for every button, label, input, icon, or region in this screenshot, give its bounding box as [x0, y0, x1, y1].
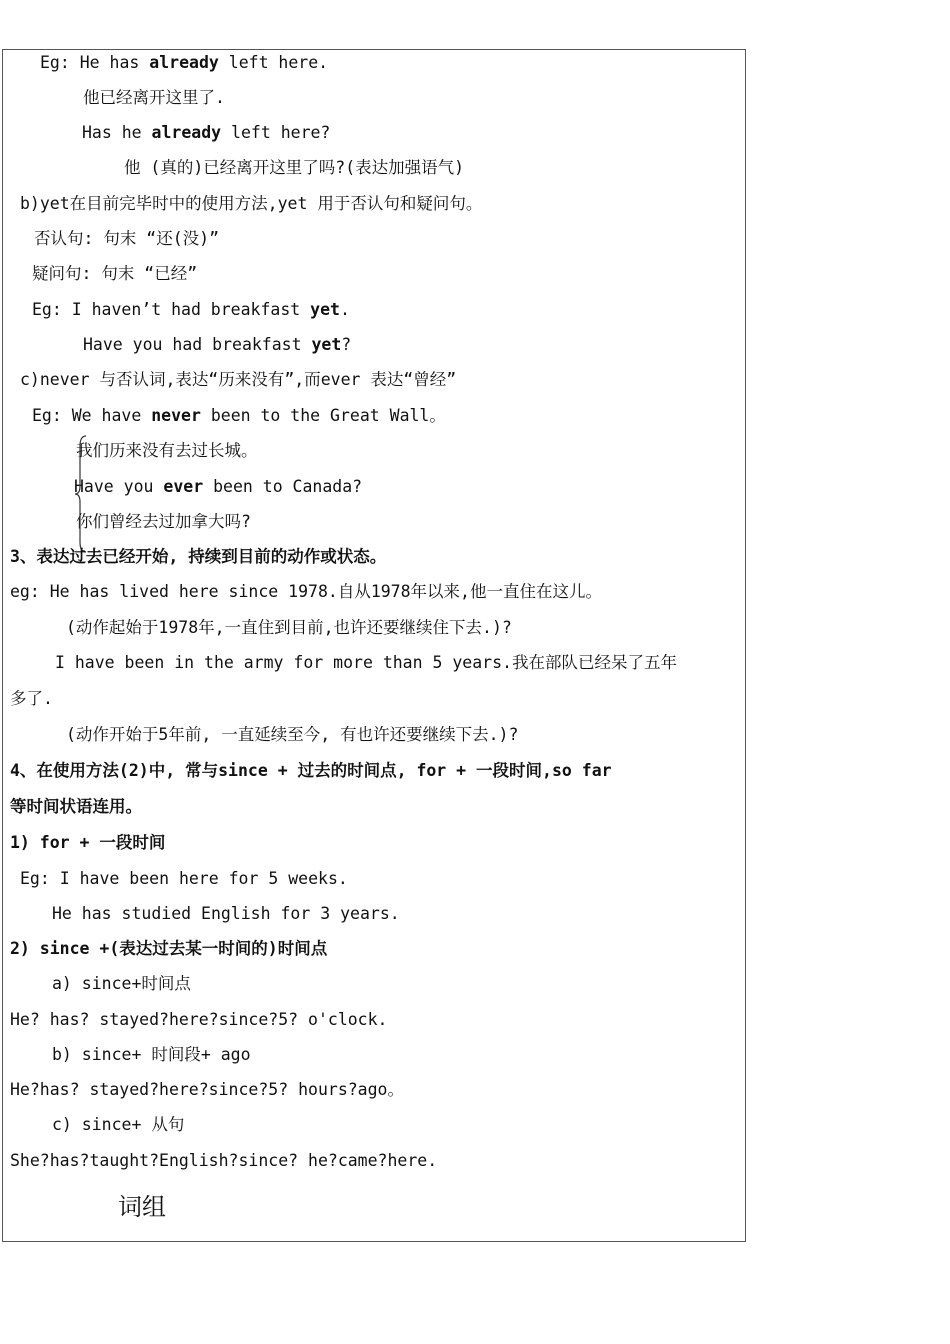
- example-for-weeks: Eg: I have been here for 5 weeks.: [20, 869, 348, 888]
- keyword: already: [149, 53, 219, 72]
- text: ?: [341, 335, 352, 354]
- section-heading-4: 4、在使用方法(2)中, 常与since + 过去的时间点, for + 一段时间,so far: [10, 761, 612, 780]
- brace-mark: [74, 434, 88, 554]
- example-ever: [74, 476, 362, 498]
- example-already-question: [82, 122, 330, 144]
- example-yet-statement: [32, 299, 350, 321]
- translation-line: 我们历来没有去过长城。: [76, 441, 258, 460]
- example-since-clock: He? has? stayed?here?since?5? o'clock.: [10, 1010, 388, 1029]
- note-line: (动作开始于5年前, 一直延续至今, 有也许还要继续下去.)?: [66, 725, 519, 744]
- since-ago: b) since+ 时间段+ ago: [52, 1045, 251, 1064]
- rule-question: 疑问句: 句末 “已经”: [32, 264, 198, 283]
- example-yet-question: [83, 334, 351, 356]
- since-clause: c) since+ 从句: [52, 1115, 185, 1134]
- keyword: never: [151, 406, 201, 425]
- since-point: a) since+时间点: [52, 974, 191, 993]
- section-heading-4-cont: 等时间状语连用。: [10, 797, 142, 816]
- translation-line: 他已经离开这里了.: [83, 88, 225, 107]
- text: been to Canada?: [203, 477, 363, 496]
- example-army-cont: 多了.: [10, 689, 53, 708]
- section-heading-3: 3、表达过去已经开始, 持续到目前的动作或状态。: [10, 547, 387, 566]
- translation-line: 你们曾经去过加拿大吗?: [76, 512, 251, 531]
- text: .: [339, 300, 350, 319]
- example-army: I have been in the army for more than 5 years.我在部队已经呆了五年: [55, 653, 677, 672]
- example-never: [32, 405, 446, 427]
- text: Eg: We have: [32, 406, 152, 425]
- keyword: ever: [163, 477, 204, 496]
- text: Eg: I haven’t had breakfast: [32, 300, 311, 319]
- rule-negative: 否认句: 句末 “还(没)”: [34, 229, 220, 248]
- keyword: already: [151, 123, 222, 142]
- rule-never-ever: c)never 与否认词,表达“历来没有”,而ever 表达“曾经”: [20, 370, 457, 389]
- text: Have you: [74, 477, 164, 496]
- example-since-clause: She?has?taught?English?since? he?came?here.: [10, 1151, 438, 1170]
- text: left here.: [218, 53, 329, 72]
- text: Eg: He has: [40, 53, 150, 72]
- text: Have you had breakfast: [83, 335, 312, 354]
- keyword: yet: [311, 335, 342, 354]
- text: been to the Great Wall。: [200, 406, 446, 425]
- text: Has he: [82, 123, 152, 142]
- text: left here?: [221, 123, 331, 142]
- rule-yet: b)yet在目前完毕时中的使用方法,yet 用于否认句和疑问句。: [20, 194, 483, 213]
- note-line: (动作起始于1978年,一直住到目前,也许还要继续住下去.)?: [66, 618, 512, 637]
- example-for-years: He has studied English for 3 years.: [52, 904, 400, 923]
- example-already-statement: [40, 52, 328, 74]
- keyword: yet: [310, 300, 340, 319]
- subheading-since: 2) since +(表达过去某一时间的)时间点: [10, 939, 328, 958]
- example-since-1978: eg: He has lived here since 1978.自从1978年以来,他一直住在这儿。: [10, 582, 602, 601]
- translation-line: 他 (真的)已经离开这里了吗?(表达加强语气): [124, 158, 465, 177]
- example-since-ago: He?has? stayed?here?since?5? hours?ago。: [10, 1080, 404, 1099]
- subheading-for: 1) for + 一段时间: [10, 833, 166, 852]
- phrases-heading: 词组: [118, 1193, 166, 1221]
